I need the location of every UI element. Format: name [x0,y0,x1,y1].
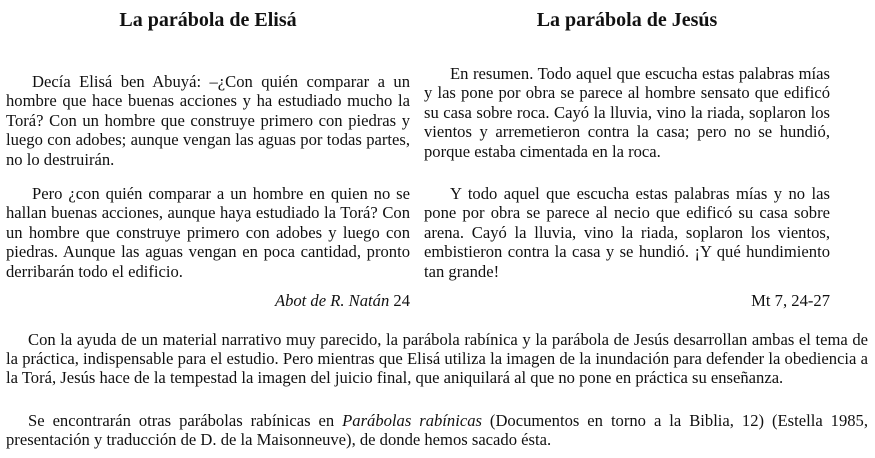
right-paragraph-1: En resumen. Todo aquel que escucha estas palabras mías y las pone por obra se parece al hombre sensato que edificó su casa sobre roca. Cayó la lluvia, vino la riada, soplaron los vientos y arremetieron contra la casa; pero no se hundió, porque estaba cimentada en la roca. [424,64,830,161]
body-paragraph-2-start: Se encontrarán otras parábolas rabínicas en [28,411,343,430]
left-paragraph-2: Pero ¿con quién comparar a un hombre en quien no se hallan buenas acciones, aunque haya estudiado la Torá? Con un hombre que construye primero con adobes y luego con piedras. Aunque las aguas vengan en poca cantidad, pronto derribarán todo el edificio. [6,184,410,281]
left-column-title: La parábola de Elisá [119,9,297,31]
left-source-title: Abot de R. Natán [274,291,390,310]
body-paragraph-2 [6,411,868,449]
left-source-ref: 24 [393,291,410,310]
right-source: Mt 7, 24-27 [751,291,830,310]
body-paragraph-1: Con la ayuda de un material narrativo muy parecido, la parábola rabínica y la parábola de Jesús desarrollan ambas el tema de la práctica, indispensable para el estudio. Pero mientras que Elisá utiliza la imagen de la inundación para defender la obediencia a la Torá, Jesús hace de la tempestad la imagen del juicio final, que aniquilará al que no pone en práctica su enseñanza. [6,330,868,388]
right-paragraph-2: Y todo aquel que escucha estas palabras mías y no las pone por obra se parece al necio que edificó su casa sobre arena. Cayó la lluvia, vino la riada, soplaron los vientos, embistieron contra la casa y se hundió. ¡Y qué hundimiento tan grande! [424,184,830,281]
right-column-title: La parábola de Jesús [536,9,718,31]
left-source [275,291,410,310]
book-title: Parábolas rabínicas [342,411,482,430]
body-paragraph-2-end: (Documentos en torno a la Biblia, 12) (Estella 1985, presentación y traducción de D. de la Maisonneuve), de donde hemos sacado ésta. [6,411,868,450]
left-paragraph-1: Decía Elisá ben Abuyá: –¿Con quién comparar a un hombre que hace buenas acciones y ha estudiado mucho la Torá? Con un hombre que construye primero con piedras y luego con adobes; aunque vengan las aguas por todas partes, no lo destruirán. [6,72,410,169]
